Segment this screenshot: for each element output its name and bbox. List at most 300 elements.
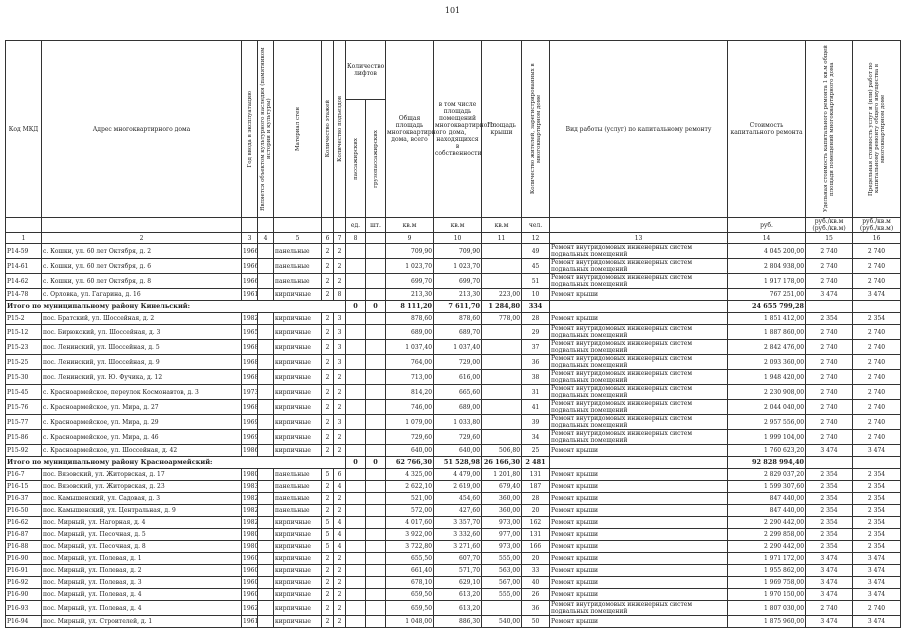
header-max-cost: Предельная стоимость услуг и (или) работ по капитальному ремонту общего имущества в многоквартирном доме [867, 62, 886, 196]
row-unit-cost: 2 740 [806, 415, 853, 430]
row-cost: 1 851 412,00 [728, 313, 806, 325]
column-number: 6 [322, 233, 334, 244]
row-passenger [346, 259, 366, 274]
row-residents: 51 [522, 274, 550, 289]
row-cost: 2 044 040,00 [728, 400, 806, 415]
row-year: 1966 [242, 259, 258, 274]
row-max-cost: 3 474 [853, 577, 901, 589]
row-heritage [258, 385, 274, 400]
row-year: 1982 [242, 505, 258, 517]
row-address: пос. Мирный, ул. Полевая, д. 1 [42, 553, 242, 565]
row-entrances: 2 [334, 274, 346, 289]
row-address: пос. Мирный, ул. Полевая, д. 4 [42, 601, 242, 616]
row-owned-area: 640,00 [434, 445, 482, 457]
row-total-area: 655,50 [386, 553, 434, 565]
row-address: с. Кошки, ул. 60 лет Октября, д. 8 [42, 274, 242, 289]
table-row [6, 469, 901, 481]
table-row [6, 289, 901, 301]
row-address: с. Красноармейское, ул. Мира, д. 46 [42, 430, 242, 445]
row-total-area: 521,00 [386, 493, 434, 505]
row-entrances: 4 [334, 529, 346, 541]
row-code: Р16-90 [6, 553, 42, 565]
row-heritage [258, 601, 274, 616]
row-floors: 2 [322, 553, 334, 565]
row-owned-area: 709,90 [434, 244, 482, 259]
row-roof-area: 223,00 [482, 289, 522, 301]
table-row [6, 274, 901, 289]
row-freight [366, 274, 386, 289]
row-material: кирпичные [274, 529, 322, 541]
row-entrances: 2 [334, 505, 346, 517]
row-residents: 28 [522, 313, 550, 325]
row-freight [366, 493, 386, 505]
row-owned-area: 729,60 [434, 430, 482, 445]
row-code: Р15-77 [6, 415, 42, 430]
row-year: 1960 [242, 589, 258, 601]
row-max-cost: 2 740 [853, 370, 901, 385]
row-freight [366, 565, 386, 577]
row-work-type: Ремонт крыши [550, 577, 728, 589]
row-year: 1966 [242, 244, 258, 259]
row-heritage [258, 481, 274, 493]
row-max-cost: 2 740 [853, 259, 901, 274]
subtotal-row [6, 301, 901, 313]
row-year: 1982 [242, 313, 258, 325]
row-code: Р15-23 [6, 340, 42, 355]
column-number: 13 [550, 233, 728, 244]
row-heritage [258, 589, 274, 601]
row-residents: 29 [522, 325, 550, 340]
row-roof-area: 360,00 [482, 493, 522, 505]
row-heritage [258, 529, 274, 541]
row-cost: 2 290 442,00 [728, 517, 806, 529]
row-unit-cost: 2 354 [806, 481, 853, 493]
unit-cell: чел. [522, 218, 550, 233]
row-total-area: 640,00 [386, 445, 434, 457]
row-entrances: 3 [334, 355, 346, 370]
row-floors: 2 [322, 589, 334, 601]
row-roof-area [482, 355, 522, 370]
row-material: кирпичные [274, 340, 322, 355]
row-max-cost: 2 354 [853, 529, 901, 541]
row-residents: 26 [522, 589, 550, 601]
register-table-wrapper [5, 40, 901, 628]
table-row [6, 589, 901, 601]
row-code: Р16-93 [6, 601, 42, 616]
table-row [6, 445, 901, 457]
row-entrances: 2 [334, 589, 346, 601]
row-material: панельные [274, 274, 322, 289]
row-owned-area: 689,70 [434, 325, 482, 340]
table-row [6, 370, 901, 385]
row-entrances: 6 [334, 469, 346, 481]
row-code: Р16-87 [6, 529, 42, 541]
column-number: 1 [6, 233, 42, 244]
row-residents: 31 [522, 385, 550, 400]
row-residents: 131 [522, 469, 550, 481]
row-passenger [346, 469, 366, 481]
row-address: пос. Мирный, ул. Песочная, д. 5 [42, 529, 242, 541]
row-owned-area: 454,60 [434, 493, 482, 505]
row-residents: 25 [522, 445, 550, 457]
row-freight [366, 325, 386, 340]
row-cost: 2 804 938,00 [728, 259, 806, 274]
row-work-type: Ремонт внутридомовых инженерных систем подвальных помещений [550, 415, 728, 430]
header-passenger-elevators: пассажирских [352, 137, 359, 180]
row-freight [366, 259, 386, 274]
row-freight [366, 529, 386, 541]
row-material: панельные [274, 259, 322, 274]
row-cost: 847 440,00 [728, 493, 806, 505]
row-heritage [258, 430, 274, 445]
table-row [6, 481, 901, 493]
row-roof-area: 567,00 [482, 577, 522, 589]
row-work-type: Ремонт крыши [550, 541, 728, 553]
row-total-area: 3 722,80 [386, 541, 434, 553]
row-unit-cost: 3 474 [806, 616, 853, 628]
row-passenger [346, 313, 366, 325]
row-max-cost: 2 354 [853, 493, 901, 505]
row-residents: 131 [522, 529, 550, 541]
row-passenger [346, 400, 366, 415]
row-cost: 847 440,00 [728, 505, 806, 517]
row-floors: 2 [322, 400, 334, 415]
row-entrances: 2 [334, 616, 346, 628]
row-passenger [346, 415, 366, 430]
row-cost: 1 969 758,00 [728, 577, 806, 589]
table-row [6, 340, 901, 355]
row-passenger [346, 589, 366, 601]
row-total-area: 659,50 [386, 589, 434, 601]
row-address: пос. Ленинский, ул. Шоссейная, д. 9 [42, 355, 242, 370]
subtotal-cost: 92 828 994,40 [728, 457, 806, 469]
row-cost: 2 093 360,00 [728, 355, 806, 370]
row-freight [366, 244, 386, 259]
table-row [6, 565, 901, 577]
table-row [6, 541, 901, 553]
row-residents: 36 [522, 355, 550, 370]
row-residents: 49 [522, 244, 550, 259]
row-roof-area: 973,00 [482, 541, 522, 553]
row-passenger [346, 340, 366, 355]
subtotal-cost: 24 655 799,28 [728, 301, 806, 313]
row-total-area: 764,00 [386, 355, 434, 370]
row-address: пос. Бирюкский, ул. Шоссейная, д. 3 [42, 325, 242, 340]
table-row [6, 259, 901, 274]
column-number: 14 [728, 233, 806, 244]
row-cost: 1 887 860,00 [728, 325, 806, 340]
table-row [6, 577, 901, 589]
row-year: 1965 [242, 325, 258, 340]
units-row [6, 218, 901, 233]
row-freight [366, 400, 386, 415]
unit-cell: ед. [346, 218, 366, 233]
row-max-cost: 3 474 [853, 553, 901, 565]
row-max-cost: 2 740 [853, 385, 901, 400]
row-material: кирпичные [274, 577, 322, 589]
header-cost: Стоимость капитального ремонта [728, 41, 806, 218]
row-owned-area: 571,70 [434, 565, 482, 577]
row-total-area: 661,40 [386, 565, 434, 577]
row-material: кирпичные [274, 565, 322, 577]
row-code: Р15-86 [6, 430, 42, 445]
row-address: пос. Мирный, ул. Песочная, д. 8 [42, 541, 242, 553]
subtotal-label: Итого по муниципальному району Красноармейский: [6, 457, 346, 469]
row-owned-area: 689,00 [434, 400, 482, 415]
row-cost: 1 760 623,20 [728, 445, 806, 457]
header-owned-area: в том числе площадь помещений многоквартирного дома, находящихся в собственности [434, 41, 482, 218]
row-heritage [258, 415, 274, 430]
row-unit-cost: 3 474 [806, 589, 853, 601]
row-year: 1966 [242, 274, 258, 289]
row-passenger [346, 370, 366, 385]
row-max-cost: 3 474 [853, 616, 901, 628]
row-unit-cost: 2 740 [806, 259, 853, 274]
row-unit-cost: 2 740 [806, 370, 853, 385]
row-work-type: Ремонт крыши [550, 481, 728, 493]
row-total-area: 213,30 [386, 289, 434, 301]
row-total-area: 4 017,60 [386, 517, 434, 529]
header-unit-cost: Удельная стоимость капитального ремонта 1 кв.м общей площади помещений многоквартирного дома [823, 45, 836, 213]
header-freight-elevators: грузопассажирских [372, 129, 379, 188]
row-year: 1980 [242, 469, 258, 481]
subtotal-roof-area: 1 284,80 [482, 301, 522, 313]
row-floors: 2 [322, 259, 334, 274]
row-max-cost: 2 740 [853, 325, 901, 340]
row-work-type: Ремонт внутридомовых инженерных систем подвальных помещений [550, 430, 728, 445]
row-owned-area: 607,70 [434, 553, 482, 565]
row-unit-cost: 3 474 [806, 289, 853, 301]
table-row [6, 355, 901, 370]
row-residents: 10 [522, 289, 550, 301]
column-number: 7 [334, 233, 346, 244]
row-floors: 2 [322, 616, 334, 628]
row-floors: 5 [322, 469, 334, 481]
row-cost: 1 970 150,00 [728, 589, 806, 601]
row-floors: 5 [322, 517, 334, 529]
row-year: 1960 [242, 577, 258, 589]
header-address: Адрес многоквартирного дома [42, 41, 242, 218]
row-max-cost: 2 354 [853, 313, 901, 325]
row-entrances: 3 [334, 340, 346, 355]
row-freight [366, 289, 386, 301]
row-freight [366, 370, 386, 385]
row-residents: 33 [522, 565, 550, 577]
row-heritage [258, 565, 274, 577]
row-roof-area: 1 201,80 [482, 469, 522, 481]
row-cost: 1 971 172,00 [728, 553, 806, 565]
row-cost: 2 290 442,00 [728, 541, 806, 553]
row-roof-area: 555,00 [482, 589, 522, 601]
row-material: кирпичные [274, 445, 322, 457]
row-passenger [346, 385, 366, 400]
column-number: 15 [806, 233, 853, 244]
row-entrances: 3 [334, 313, 346, 325]
header-wall-material: Материал стен [294, 107, 301, 151]
row-entrances: 2 [334, 577, 346, 589]
row-floors: 2 [322, 430, 334, 445]
row-roof-area: 679,40 [482, 481, 522, 493]
row-work-type: Ремонт внутридомовых инженерных систем подвальных помещений [550, 400, 728, 415]
row-total-area: 713,00 [386, 370, 434, 385]
row-owned-area: 616,00 [434, 370, 482, 385]
row-unit-cost: 2 740 [806, 385, 853, 400]
row-address: пос. Мирный, ул. Полевая, д. 3 [42, 577, 242, 589]
unit-cell: кв.м [386, 218, 434, 233]
row-address: с. Красноармейское, ул. Мира, д. 27 [42, 400, 242, 415]
row-address: пос. Мирный, ул. Строителей, д. 1 [42, 616, 242, 628]
row-owned-area: 1 037,40 [434, 340, 482, 355]
row-roof-area [482, 601, 522, 616]
row-material: кирпичные [274, 355, 322, 370]
header-total-area: Общая площадь многоквартирного дома, всего [386, 41, 434, 218]
row-work-type: Ремонт внутридомовых инженерных систем подвальных помещений [550, 259, 728, 274]
table-row [6, 529, 901, 541]
row-cost: 1 599 307,60 [728, 481, 806, 493]
header-floors: Количество этажей [324, 100, 331, 158]
row-unit-cost: 2 740 [806, 430, 853, 445]
row-material: кирпичные [274, 589, 322, 601]
unit-cell: руб./кв.м (руб./кв.м) [806, 218, 853, 233]
row-freight [366, 517, 386, 529]
row-code: Р16-90 [6, 589, 42, 601]
subtotal-total-area: 8 111,20 [386, 301, 434, 313]
row-work-type: Ремонт внутридомовых инженерных систем подвальных помещений [550, 340, 728, 355]
row-work-type: Ремонт крыши [550, 313, 728, 325]
row-entrances: 2 [334, 244, 346, 259]
table-row [6, 385, 901, 400]
row-max-cost: 2 354 [853, 481, 901, 493]
column-number: 8 [346, 233, 366, 244]
row-address: пос. Вязовский, ул. Житорвская, д. 23 [42, 481, 242, 493]
row-total-area: 689,00 [386, 325, 434, 340]
row-passenger [346, 541, 366, 553]
row-passenger [346, 355, 366, 370]
row-floors: 5 [322, 529, 334, 541]
table-row [6, 553, 901, 565]
row-residents: 166 [522, 541, 550, 553]
row-unit-cost: 2 354 [806, 529, 853, 541]
row-total-area: 814,20 [386, 385, 434, 400]
row-address: пос. Мирный, ул. Полевая, д. 4 [42, 589, 242, 601]
column-number: 11 [482, 233, 522, 244]
row-max-cost: 2 740 [853, 274, 901, 289]
row-residents: 37 [522, 340, 550, 355]
header-entrances: Количество подъездов [336, 96, 343, 162]
row-work-type: Ремонт крыши [550, 445, 728, 457]
subtotal-freight: 0 [366, 301, 386, 313]
row-owned-area: 878,60 [434, 313, 482, 325]
row-heritage [258, 616, 274, 628]
row-passenger [346, 553, 366, 565]
row-freight [366, 481, 386, 493]
row-cost: 1 917 178,00 [728, 274, 806, 289]
page-number: 101 [444, 6, 461, 15]
row-code: Р16-15 [6, 481, 42, 493]
row-owned-area: 213,30 [434, 289, 482, 301]
row-material: кирпичные [274, 616, 322, 628]
subtotal-passenger: 0 [346, 301, 366, 313]
row-entrances: 2 [334, 601, 346, 616]
row-entrances: 2 [334, 445, 346, 457]
row-year: 1980 [242, 541, 258, 553]
row-code: Р16-7 [6, 469, 42, 481]
row-owned-area: 3 271,60 [434, 541, 482, 553]
row-unit-cost: 2 354 [806, 313, 853, 325]
row-max-cost: 2 354 [853, 469, 901, 481]
row-owned-area: 1 033,80 [434, 415, 482, 430]
row-floors: 2 [322, 355, 334, 370]
table-row [6, 616, 901, 628]
row-roof-area [482, 340, 522, 355]
row-unit-cost: 2 354 [806, 469, 853, 481]
header-roof-area: Площадь крыши [482, 41, 522, 218]
row-passenger [346, 517, 366, 529]
row-material: панельные [274, 469, 322, 481]
row-cost: 2 230 908,00 [728, 385, 806, 400]
row-freight [366, 577, 386, 589]
row-unit-cost: 2 354 [806, 493, 853, 505]
row-freight [366, 589, 386, 601]
row-material: кирпичные [274, 601, 322, 616]
row-total-area: 699,70 [386, 274, 434, 289]
row-unit-cost: 2 740 [806, 274, 853, 289]
row-roof-area: 540,00 [482, 616, 522, 628]
subtotal-residents: 334 [522, 301, 550, 313]
row-material: панельные [274, 505, 322, 517]
row-work-type: Ремонт внутридомовых инженерных систем подвальных помещений [550, 385, 728, 400]
row-material: кирпичные [274, 553, 322, 565]
row-floors: 2 [322, 385, 334, 400]
row-owned-area: 2 619,00 [434, 481, 482, 493]
row-total-area: 572,00 [386, 505, 434, 517]
row-unit-cost: 2 740 [806, 355, 853, 370]
row-code: Р15-30 [6, 370, 42, 385]
row-work-type: Ремонт внутридомовых инженерных систем подвальных помещений [550, 370, 728, 385]
row-owned-area: 613,20 [434, 601, 482, 616]
table-row [6, 601, 901, 616]
row-floors: 2 [322, 289, 334, 301]
row-passenger [346, 505, 366, 517]
row-residents: 20 [522, 553, 550, 565]
row-work-type: Ремонт внутридомовых инженерных систем подвальных помещений [550, 355, 728, 370]
subtotal-label: Итого по муниципальному району Кинельский: [6, 301, 346, 313]
row-entrances: 3 [334, 415, 346, 430]
row-max-cost: 2 740 [853, 601, 901, 616]
column-number: 4 [258, 233, 274, 244]
row-roof-area [482, 274, 522, 289]
row-unit-cost: 3 474 [806, 553, 853, 565]
row-unit-cost: 3 474 [806, 445, 853, 457]
row-max-cost: 3 474 [853, 289, 901, 301]
row-code: Р16-37 [6, 493, 42, 505]
row-owned-area: 729,00 [434, 355, 482, 370]
row-address: пос. Мирный, ул. Полевая, д. 2 [42, 565, 242, 577]
row-max-cost: 2 740 [853, 430, 901, 445]
header-code: Код МКД [6, 41, 42, 218]
header-cultural-heritage: Является объектом культурного наследия (памятником истории и культуры) [259, 47, 272, 211]
row-floors: 2 [322, 565, 334, 577]
column-numbers-row [6, 233, 901, 244]
row-residents: 162 [522, 517, 550, 529]
subtotal-roof-area: 26 166,30 [482, 457, 522, 469]
row-entrances: 2 [334, 370, 346, 385]
row-freight [366, 313, 386, 325]
row-entrances: 2 [334, 565, 346, 577]
row-owned-area: 427,60 [434, 505, 482, 517]
row-year: 1982 [242, 517, 258, 529]
row-residents: 38 [522, 370, 550, 385]
